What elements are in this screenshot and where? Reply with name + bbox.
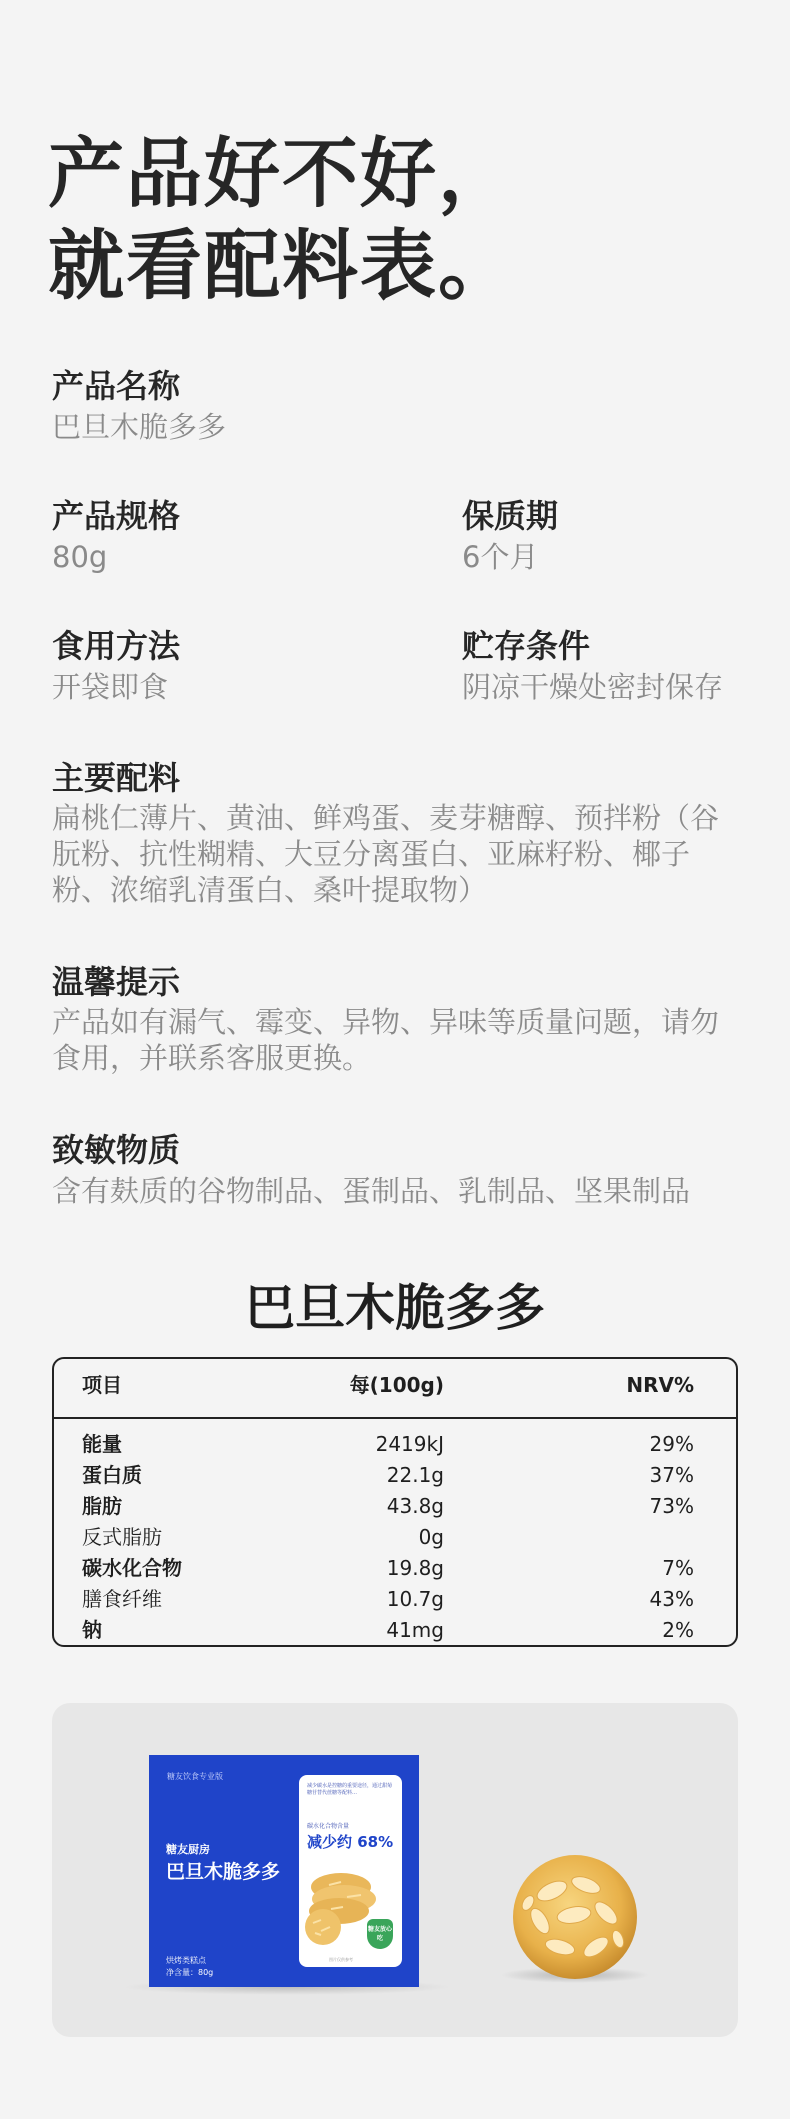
row-item: 蛋白质 [82,1463,142,1487]
table-row [54,1584,736,1615]
window-claim: 减少约 68% [307,1833,394,1851]
field-value: 80g [52,540,108,574]
row-item: 碳水化合物 [82,1556,182,1580]
row-nrv: 7% [662,1556,694,1580]
table-row [54,1460,736,1491]
field-label: 食用方法 [52,627,181,665]
product-box [149,1755,419,1987]
field-value: 巴旦木脆多多 [52,410,227,444]
header-item: 项目 [82,1373,122,1397]
field-notice [52,962,742,1076]
table-row [54,1429,736,1460]
table-row [54,1522,736,1553]
row-per100g: 41mg [386,1618,444,1642]
field-label: 致敏物质 [52,1131,181,1169]
box-window [299,1775,402,1967]
almond-cookie-image [500,1851,650,1991]
nutrition-title: 巴旦木脆多多 [245,1279,545,1337]
field-ingredients [52,758,742,908]
row-nrv: 43% [649,1587,694,1611]
field-storage [462,626,723,706]
row-nrv: 73% [649,1494,694,1518]
window-footer: 图片仅供参考 [329,1957,353,1962]
field-allergen [52,1130,752,1210]
box-net-weight: 净含量：80g [166,1968,214,1977]
row-item: 钠 [82,1618,102,1642]
nutrition-table [52,1357,738,1647]
field-spec [52,496,180,576]
row-nrv: 37% [649,1463,694,1487]
row-item: 脂肪 [82,1494,122,1518]
field-value: 开袋即食 [52,670,169,704]
box-category: 烘烤类糕点 [166,1956,206,1965]
headline-line1: 产品好不好， [48,129,516,218]
header-nrv: NRV% [626,1373,694,1397]
nutrition-header-row [54,1370,736,1401]
row-item: 膳食纤维 [82,1587,162,1611]
badge-text: 糖友放心吃 [367,1926,392,1942]
table-row [54,1615,736,1646]
nutrition-divider [54,1417,736,1419]
field-shelf-life [462,496,558,576]
row-per100g: 0g [418,1525,444,1549]
field-value: 阴凉干燥处密封保存 [462,670,724,704]
header-per100g: 每(100g) [349,1373,444,1397]
field-label: 产品名称 [52,367,181,405]
row-per100g: 19.8g [386,1556,444,1580]
field-value: 扁桃仁薄片、黄油、鲜鸡蛋、麦芽糖醇、预拌粉（谷朊粉、抗性糊精、大豆分离蛋白、亚麻籽粉、椰子粉、浓缩乳清蛋白、桑叶提取物） [52,801,720,907]
headline [48,128,516,312]
row-nrv: 2% [662,1618,694,1642]
table-row [54,1491,736,1522]
field-value: 产品如有漏气、霉变、异物、异味等质量问题，请勿食用，并联系客服更换。 [52,1005,720,1075]
window-text: 减少碳水是控糖的重要途径，通过甜菊糖苷替代蔗糖等配料… [307,1783,393,1796]
field-usage [52,626,180,706]
headline-line2: 就看配料表。 [48,221,516,310]
cookie-stack-image [299,1847,402,1967]
row-per100g: 2419kJ [375,1432,444,1456]
field-label: 温馨提示 [52,963,181,1001]
field-value: 含有麸质的谷物制品、蛋制品、乳制品、坚果制品 [52,1174,691,1208]
field-label: 贮存条件 [462,627,591,665]
box-brand: 糖友厨房 [166,1843,210,1856]
row-item: 能量 [82,1432,122,1456]
box-top-text: 糖友饮食专业版 [167,1772,223,1781]
row-per100g: 22.1g [386,1463,444,1487]
product-image-card [52,1703,738,2037]
field-value: 6个月 [462,540,539,574]
row-per100g: 43.8g [386,1494,444,1518]
field-label: 产品规格 [52,497,181,535]
field-label: 主要配料 [52,759,181,797]
box-product-name: 巴旦木脆多多 [166,1861,281,1883]
table-row [54,1553,736,1584]
window-subtitle: 碳水化合物含量 [307,1823,350,1830]
row-per100g: 10.7g [386,1587,444,1611]
field-label: 保质期 [462,497,559,535]
row-nrv: 29% [649,1432,694,1456]
badge-shield-icon [367,1919,393,1949]
field-product-name [52,366,226,446]
row-item: 反式脂肪 [82,1525,162,1549]
